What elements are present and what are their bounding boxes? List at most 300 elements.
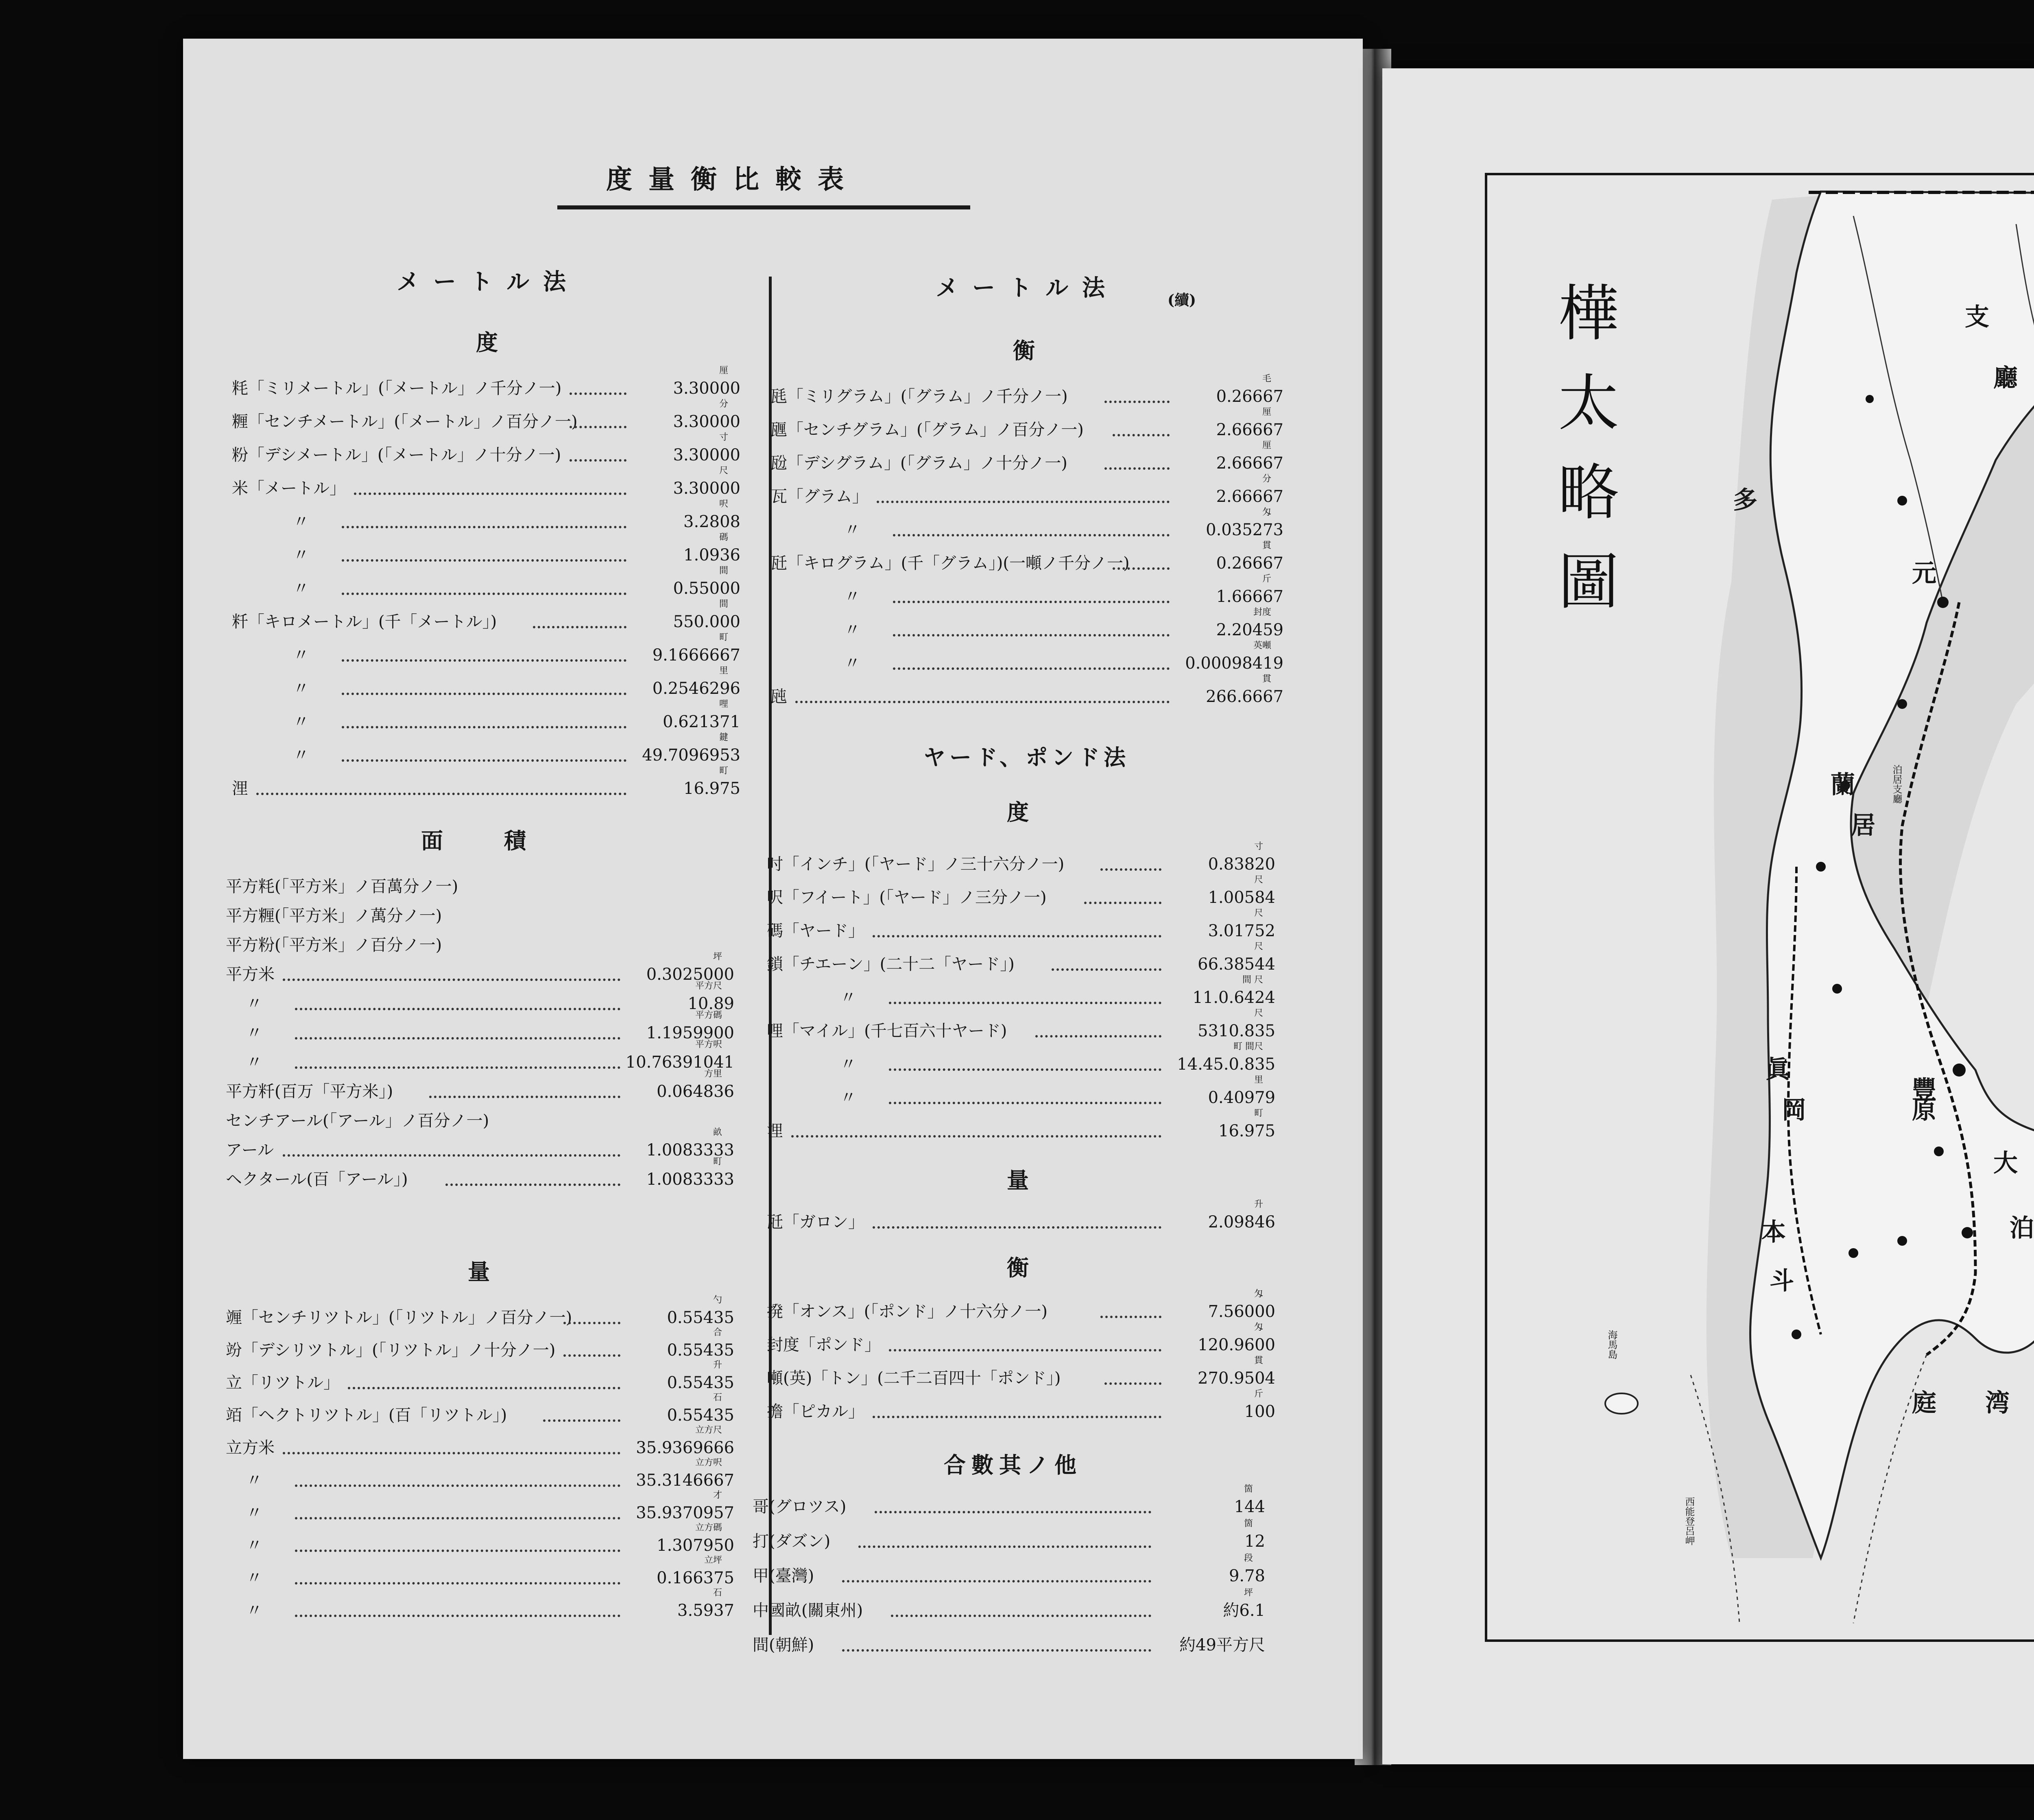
map-place-label: 西能登呂岬: [1683, 1497, 1695, 1545]
leader-dots: [295, 1517, 620, 1519]
row-unit: 斤: [1254, 1389, 1263, 1399]
leader-dots: [889, 1102, 1161, 1104]
row-unit: 町: [719, 766, 728, 776]
row-label: 〃: [246, 1053, 262, 1072]
map-place-label: 湾: [1985, 1389, 2010, 1417]
leader-dots: [1052, 968, 1161, 971]
leader-dots: [342, 659, 626, 662]
row-unit: 寸: [1254, 841, 1263, 852]
row-unit: 立方尺: [695, 1425, 722, 1435]
row-label: 哩「マイル」(千七百六十ヤード): [767, 1022, 1007, 1040]
leader-dots: [875, 1511, 1151, 1513]
row-label: 粍「ミリメートル」(「メートル」ノ千分ノ一): [232, 379, 562, 398]
leader-dots: [295, 1037, 620, 1040]
section-heading-weight-yp: 衡: [1007, 1255, 1031, 1281]
table-row: [771, 374, 1283, 406]
row-value: 0.621371: [663, 713, 740, 731]
table-row: [226, 1327, 734, 1360]
table-row: [767, 841, 1275, 874]
row-label: 瓦「グラム」: [771, 487, 869, 506]
table-row: [767, 1356, 1275, 1388]
table-row: [232, 699, 740, 732]
table-row: [753, 1588, 1265, 1620]
row-label: 哥(グロツス): [753, 1497, 847, 1516]
table-row: [232, 532, 740, 565]
row-value: 0.40979: [1208, 1088, 1275, 1107]
row-value: 270.9504: [1198, 1369, 1275, 1388]
row-value: 1.0083333: [646, 1170, 734, 1189]
row-value: 2.66667: [1216, 454, 1283, 473]
row-label: 〃: [844, 621, 860, 639]
row-label: アール: [226, 1141, 274, 1160]
row-value: 0.035273: [1206, 521, 1283, 539]
leader-dots: [342, 726, 626, 728]
table-row: [771, 507, 1283, 540]
row-unit: 箇: [1244, 1484, 1253, 1494]
leader-dots: [283, 1452, 620, 1454]
row-label: 〃: [844, 587, 860, 606]
row-value: 約49平方尺: [1179, 1636, 1265, 1654]
kaibato-island: [1605, 1393, 1638, 1414]
row-value: 1.0083333: [646, 1141, 734, 1160]
row-unit: 匁: [1254, 1289, 1263, 1299]
row-unit: 寸: [719, 432, 728, 442]
row-value: 35.9369666: [636, 1439, 734, 1457]
leader-dots: [445, 1184, 620, 1186]
row-unit: 間: [719, 566, 728, 576]
row-unit: 分: [719, 399, 728, 409]
row-label: センチアール(「アール」ノ百分ノ一): [226, 1112, 489, 1130]
row-unit: 平方呎: [695, 1040, 722, 1050]
row-label: 〃: [246, 1024, 262, 1042]
row-label: ヘクタール(百「アール」): [226, 1170, 408, 1189]
row-unit: 鍵: [719, 732, 728, 743]
leader-dots: [563, 1354, 620, 1357]
map-place-label: 元: [1912, 559, 1936, 588]
table-row: [232, 466, 740, 498]
row-unit: 升: [1254, 1199, 1263, 1210]
leader-dots: [1104, 401, 1170, 403]
row-label: 〃: [293, 679, 309, 698]
row-label: 〃: [844, 521, 860, 539]
leader-dots: [295, 1550, 620, 1552]
leader-dots: [570, 426, 626, 428]
table-row: [226, 981, 734, 1014]
table-row: [226, 1295, 734, 1327]
row-label: 粁「キロメートル」(千「メートル」): [232, 612, 497, 631]
row-value: 0.55435: [667, 1373, 734, 1392]
table-row: [771, 474, 1283, 506]
row-value: 9.1666667: [652, 646, 740, 665]
leader-dots: [1113, 567, 1170, 570]
row-value: 550.000: [673, 612, 740, 631]
row-value: 約6.1: [1223, 1601, 1265, 1620]
row-unit: 封度: [1253, 607, 1271, 617]
row-unit: 立方呎: [695, 1458, 722, 1468]
row-unit: 斤: [1262, 574, 1271, 584]
row-unit: 平方尺: [695, 981, 722, 991]
row-unit: 町 間尺: [1233, 1042, 1263, 1052]
map-title-char: 圖: [1558, 547, 1619, 618]
row-label: 〃: [293, 512, 309, 531]
table-row: [771, 440, 1283, 473]
table-row: [232, 599, 740, 632]
table-row: [767, 908, 1275, 941]
row-value: 14.45.0.835: [1177, 1055, 1275, 1074]
row-value: 49.7096953: [642, 746, 740, 765]
table-row: [226, 1490, 734, 1523]
row-value: 0.00098419: [1185, 654, 1283, 673]
table-row: [226, 1425, 734, 1458]
row-label: 鎖「チエーン」(二十二「ヤード」): [767, 955, 1015, 974]
leader-dots: [1104, 467, 1170, 470]
table-row: [767, 1075, 1275, 1107]
row-label: 米「メートル」: [232, 479, 346, 498]
row-label: 竕「デシリツトル」(「リツトル」ノ十分ノ一): [226, 1341, 556, 1360]
row-value: 5310.835: [1198, 1022, 1275, 1040]
row-unit: 厘: [1262, 440, 1271, 451]
row-value: 144: [1234, 1497, 1265, 1516]
row-label: 平方粍(「平方米」ノ百萬分ノ一): [226, 877, 458, 896]
map-place-label: 海馬島: [1606, 1330, 1617, 1359]
table-row: [753, 1519, 1265, 1551]
row-value: 35.9370957: [636, 1504, 734, 1522]
row-value: 3.30000: [673, 412, 740, 431]
leader-dots: [795, 701, 1170, 703]
row-unit: 才: [713, 1490, 722, 1500]
leader-dots: [1100, 868, 1161, 871]
leader-dots: [873, 935, 1161, 937]
leader-dots: [283, 979, 620, 981]
table-row: [226, 1360, 734, 1393]
section-heading-length-yp: 度: [1007, 799, 1031, 825]
table-row: [226, 1393, 734, 1425]
map-place-label: 泊: [2010, 1214, 2034, 1242]
table-row: [767, 1199, 1275, 1232]
row-label: 〃: [840, 988, 856, 1007]
row-label: 糎「センチメートル」(「メートル」ノ百分ノ一): [232, 412, 578, 431]
row-label: 甅「センチグラム」(「グラム」ノ百分ノ一): [771, 421, 1084, 439]
page-title: 度量衡比較表: [606, 164, 860, 195]
row-unit: 尺: [719, 466, 728, 476]
row-label: 〃: [844, 654, 860, 673]
row-unit: 坪: [713, 952, 722, 962]
row-label: 甲(臺灣): [753, 1567, 814, 1585]
leader-dots: [791, 1135, 1161, 1138]
map-place-label: 大: [1993, 1149, 2018, 1177]
row-value: 2.20459: [1216, 621, 1283, 639]
row-value: 3.5937: [677, 1601, 734, 1620]
row-unit: 厘: [1262, 407, 1271, 417]
row-value: 11.0.6424: [1192, 988, 1275, 1007]
leader-dots: [1100, 1316, 1161, 1318]
map-place-label: 眞: [1766, 1055, 1790, 1084]
table-row: [767, 975, 1275, 1007]
leader-dots: [1084, 902, 1161, 904]
row-label: 〃: [246, 1471, 262, 1490]
leader-dots: [543, 1419, 620, 1422]
row-value: 0.55435: [667, 1341, 734, 1360]
table-row: [226, 952, 734, 984]
leader-dots: [889, 1002, 1161, 1004]
row-label: 瓩「ガロン」: [767, 1213, 864, 1231]
table-row: [226, 1458, 734, 1490]
row-unit: 英噸: [1253, 641, 1271, 651]
map-place-label: 蘭: [1831, 771, 1855, 799]
row-value: 10.76391041: [625, 1053, 734, 1072]
row-unit: 毛: [1262, 374, 1271, 384]
table-row: [753, 1553, 1265, 1586]
row-value: 0.83820: [1208, 855, 1275, 874]
row-value: 0.26667: [1216, 554, 1283, 573]
row-value: 266.6667: [1206, 687, 1283, 706]
row-value: 0.3025000: [646, 965, 734, 984]
metric-heading-right: メートル法: [936, 275, 1119, 301]
table-row: [232, 399, 740, 432]
row-label: 〃: [840, 1055, 856, 1074]
row-label: 平方粉(「平方米」ノ百分ノ一): [226, 936, 442, 955]
row-unit: 勺: [713, 1295, 722, 1305]
row-label: 〃: [293, 646, 309, 665]
row-value: 7.56000: [1208, 1302, 1275, 1321]
leader-dots: [429, 1096, 620, 1098]
row-value: 0.55435: [667, 1406, 734, 1425]
row-label: 浬: [232, 779, 248, 798]
row-label: 擔「ピカル」: [767, 1402, 864, 1421]
map-place-label: 居: [1851, 811, 1875, 840]
row-value: 2.09846: [1208, 1213, 1275, 1231]
row-label: 〃: [293, 546, 309, 565]
row-unit: 方里: [704, 1069, 722, 1079]
row-unit: 里: [1254, 1075, 1263, 1085]
row-unit: 厘: [719, 366, 728, 376]
leader-dots: [570, 392, 626, 395]
section-heading-weight: 衡: [1013, 338, 1037, 364]
table-row: [232, 732, 740, 765]
row-value: 12: [1244, 1532, 1265, 1551]
row-value: 66.38544: [1198, 955, 1275, 974]
row-label: 碼「ヤード」: [767, 922, 864, 940]
row-unit: 箇: [1244, 1519, 1253, 1529]
map-place-label: 廳: [1993, 364, 2018, 392]
row-unit: 平方碼: [695, 1010, 722, 1020]
row-value: 1.66667: [1216, 587, 1283, 606]
row-unit: 合: [713, 1327, 722, 1338]
map-place-label: 岡: [1782, 1096, 1806, 1125]
row-value: 3.01752: [1208, 922, 1275, 940]
row-label: 〃: [246, 1536, 262, 1555]
map-place-label: 斗: [1770, 1267, 1794, 1295]
row-unit: 立坪: [704, 1555, 722, 1565]
row-label: 打(ダズン): [753, 1532, 831, 1551]
row-unit: 間: [719, 599, 728, 609]
leader-dots: [1104, 1382, 1161, 1385]
row-value: 10.89: [687, 994, 734, 1013]
table-row: [767, 1042, 1275, 1074]
leader-dots: [842, 1649, 1151, 1652]
row-unit: 呎: [719, 499, 728, 509]
map-place-label: 原: [1912, 1096, 1936, 1125]
table-row: [226, 937, 734, 955]
row-label: 中國畝(關東州): [753, 1601, 863, 1620]
table-row: [767, 1322, 1275, 1355]
row-unit: 里: [719, 666, 728, 676]
row-value: 1.1959900: [646, 1024, 734, 1042]
row-value: 2.66667: [1216, 487, 1283, 506]
row-unit: 町: [719, 632, 728, 643]
leader-dots: [342, 559, 626, 562]
table-row: [226, 1157, 734, 1189]
table-row: [771, 607, 1283, 640]
row-label: 瓲: [771, 687, 787, 706]
row-label: 竡「ヘクトリツトル」(百「リツトル」): [226, 1406, 507, 1425]
table-row: [226, 1113, 734, 1131]
table-row: [771, 541, 1283, 573]
map-place-label: 泊居支廳: [1891, 765, 1902, 804]
row-label: 〃: [293, 713, 309, 731]
table-row: [232, 766, 740, 798]
row-unit: 間 尺: [1242, 975, 1263, 985]
row-unit: 坪: [1244, 1588, 1253, 1598]
row-label: 瓱「ミリグラム」(「グラム」ノ千分ノ一): [771, 387, 1068, 406]
leader-dots: [295, 1066, 620, 1069]
table-row: [771, 407, 1283, 440]
map-title-char: 略: [1558, 458, 1619, 528]
row-value: 3.30000: [673, 446, 740, 464]
row-label: 竰「センチリツトル」(「リツトル」ノ百分ノ一): [226, 1308, 572, 1327]
metric-heading-left: メートル法: [397, 268, 580, 295]
leader-dots: [873, 1416, 1161, 1418]
leader-dots: [842, 1580, 1151, 1582]
row-unit: 尺: [1254, 942, 1263, 952]
row-unit: 貫: [1262, 674, 1271, 684]
table-row: [753, 1637, 1265, 1655]
row-unit: 畝: [713, 1127, 722, 1138]
leader-dots: [342, 526, 626, 528]
leader-dots: [342, 593, 626, 595]
table-row: [226, 878, 734, 896]
leader-dots: [348, 1387, 620, 1389]
row-unit: 碼: [719, 532, 728, 543]
table-row: [226, 1588, 734, 1620]
row-label: 浬: [767, 1122, 783, 1140]
row-value: 3.30000: [673, 479, 740, 498]
table-row: [771, 574, 1283, 606]
title-underline: [557, 205, 970, 209]
table-row: [753, 1484, 1265, 1517]
table-row: [226, 908, 734, 926]
table-row: [771, 641, 1283, 673]
table-row: [767, 1008, 1275, 1041]
misc-heading: 合數其ノ他: [944, 1452, 1082, 1478]
row-unit: 貫: [1262, 541, 1271, 551]
row-value: 0.2546296: [652, 679, 740, 698]
map-place-label: 本: [1761, 1218, 1786, 1247]
row-label: 〃: [293, 579, 309, 598]
section-heading-length: 度: [476, 329, 500, 355]
leader-dots: [570, 459, 626, 462]
leader-dots: [893, 667, 1170, 670]
leader-dots: [354, 493, 626, 495]
continued-note: (續): [1168, 292, 1196, 309]
table-row: [767, 942, 1275, 974]
row-label: 封度「ポンド」: [767, 1336, 881, 1354]
row-label: 平方粁(百万「平方米」): [226, 1082, 393, 1101]
row-label: 立方米: [226, 1439, 275, 1457]
row-label: 〃: [246, 1504, 262, 1522]
row-unit: 段: [1244, 1553, 1253, 1563]
section-heading-volume: 量: [468, 1259, 492, 1285]
row-value: 3.30000: [673, 379, 740, 398]
map-place-label: 庭: [1912, 1389, 1936, 1417]
row-label: 瓩「キログラム」(千「グラム」)(一噸ノ千分ノ一): [771, 554, 1130, 573]
row-unit: 町: [713, 1157, 722, 1167]
table-row: [232, 566, 740, 598]
table-row: [232, 666, 740, 698]
row-value: 3.2808: [683, 512, 740, 531]
row-unit: 町: [1254, 1108, 1263, 1118]
row-label: 粉「デシメートル」(「メートル」ノ十分ノ一): [232, 446, 561, 464]
row-unit: 尺: [1254, 875, 1263, 885]
table-row: [226, 1127, 734, 1160]
row-label: 𫝼「オンス」(「ポンド」ノ十六分ノ一): [767, 1302, 1048, 1321]
row-label: 〃: [246, 1569, 262, 1587]
row-unit: 哩: [719, 699, 728, 709]
leader-dots: [256, 793, 626, 795]
row-value: 0.064836: [657, 1082, 734, 1101]
table-row: [767, 1108, 1275, 1141]
leader-dots: [877, 501, 1170, 503]
row-label: 瓰「デシグラム」(「グラム」ノ十分ノ一): [771, 454, 1067, 473]
row-value: 0.55000: [673, 579, 740, 598]
table-row: [226, 1010, 734, 1043]
row-unit: 匁: [1262, 507, 1271, 517]
leader-dots: [893, 534, 1170, 536]
row-label: 〃: [246, 1601, 262, 1620]
row-label: 平方米: [226, 965, 275, 984]
leader-dots: [889, 1068, 1161, 1071]
map-title-char: 樺: [1558, 279, 1619, 349]
table-row: [232, 499, 740, 532]
row-unit: 立方碼: [695, 1523, 722, 1533]
leader-dots: [533, 626, 626, 628]
row-value: 9.78: [1229, 1567, 1265, 1585]
row-label: 〃: [246, 994, 262, 1013]
table-row: [226, 1523, 734, 1555]
row-unit: 尺: [1254, 908, 1263, 918]
row-value: 16.975: [683, 779, 740, 798]
leader-dots: [1035, 1035, 1161, 1038]
row-unit: 石: [713, 1393, 722, 1403]
leader-dots: [342, 759, 626, 762]
table-row: [767, 1389, 1275, 1421]
row-label: 立「リツトル」: [226, 1373, 340, 1392]
row-unit: 貫: [1254, 1356, 1263, 1366]
row-value: 0.55435: [667, 1308, 734, 1327]
row-value: 100: [1244, 1402, 1275, 1421]
section-heading-area: 面積: [421, 828, 587, 854]
leader-dots: [893, 634, 1170, 636]
table-row: [232, 366, 740, 398]
row-value: 2.66667: [1216, 421, 1283, 439]
yard-pound-heading: ヤード、ポンド法: [923, 744, 1130, 770]
leader-dots: [295, 1582, 620, 1585]
row-value: 1.0936: [683, 546, 740, 565]
table-row: [767, 875, 1275, 907]
map-place-label: 支: [1965, 303, 1989, 331]
leader-dots: [891, 1615, 1151, 1617]
row-unit: 分: [1262, 474, 1271, 484]
